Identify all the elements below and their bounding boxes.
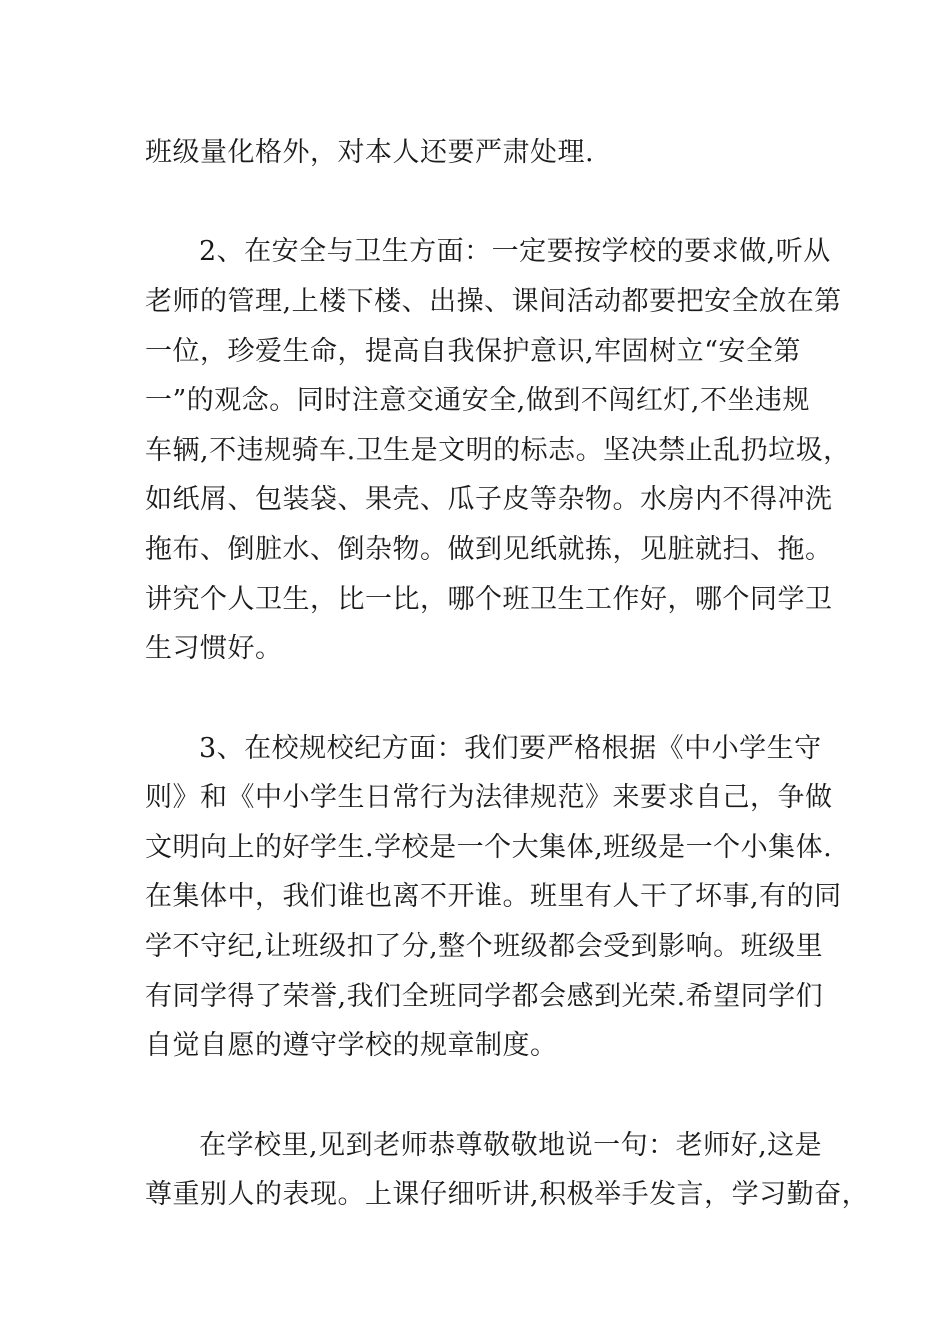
paragraph-4-line-2: 尊重别人的表现。上课仔细听讲,积极举手发言，学习勤奋， <box>145 1179 870 1210</box>
paragraph-2-line-8: 讲究个人卫生，比一比，哪个班卫生工作好，哪个同学卫 <box>145 584 833 615</box>
paragraph-2-line-4: 一”的观念。同时注意交通安全,做到不闯红灯,不坐违规 <box>145 385 810 416</box>
paragraph-3-line-1: 3、在校规校纪方面：我们要严格根据《中小学生守 <box>199 733 822 764</box>
paragraph-2-line-1: 2、在安全与卫生方面：一定要按学校的要求做,听从 <box>199 236 831 267</box>
paragraph-4-line-1: 在学校里,见到老师恭尊敬敬地说一句：老师好,这是 <box>199 1130 823 1161</box>
paragraph-3-line-6: 有同学得了荣誉,我们全班同学都会感到光荣.希望同学们 <box>145 981 824 1012</box>
paragraph-3-line-7: 自觉自愿的遵守学校的规章制度。 <box>145 1030 558 1061</box>
paragraph-3-line-2: 则》和《中小学生日常行为法律规范》来要求自己，争做 <box>145 782 833 813</box>
paragraph-2-line-2: 老师的管理,上楼下楼、出操、课间活动都要把安全放在第 <box>145 286 842 317</box>
paragraph-3-line-4: 在集体中，我们谁也离不开谁。班里有人干了坏事,有的同 <box>145 881 842 912</box>
paragraph-2-line-5: 车辆,不违规骑车.卫生是文明的标志。坚决禁止乱扔垃圾， <box>145 435 851 466</box>
paragraph-1-line-1: 班级量化格外，对本人还要严肃处理. <box>145 137 595 168</box>
paragraph-2-line-7: 拖布、倒脏水、倒杂物。做到见纸就拣，见脏就扫、拖。 <box>145 534 833 565</box>
paragraph-2-line-3: 一位，珍爱生命，提高自我保护意识,牢固树立“安全第 <box>145 336 801 367</box>
paragraph-2-line-9: 生习惯好。 <box>145 633 283 664</box>
paragraph-3-line-3: 文明向上的好学生.学校是一个大集体,班级是一个小集体. <box>145 832 833 863</box>
paragraph-2-line-6: 如纸屑、包装袋、果壳、瓜子皮等杂物。水房内不得冲洗 <box>145 484 833 515</box>
paragraph-3-line-5: 学不守纪,让班级扣了分,整个班级都会受到影响。班级里 <box>145 931 824 962</box>
